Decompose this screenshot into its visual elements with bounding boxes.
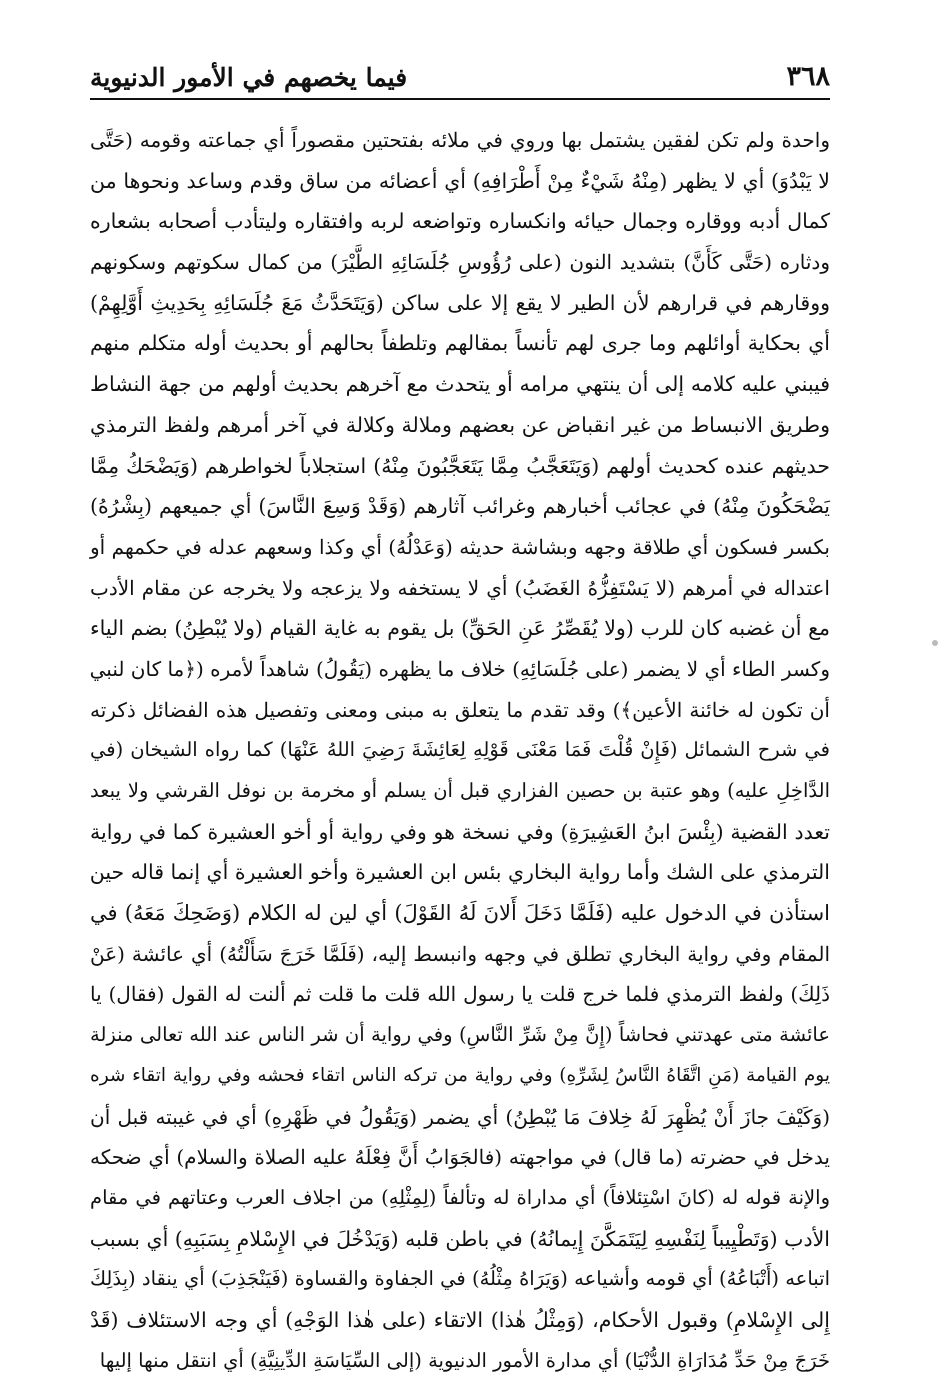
text-line: اتباعه (أَتْبَاعُهُ) أي قومه وأشياعه (وَيَرَاهُ مِثْلُهُ) في الجفاوة والقساوة (فَيَنْجَذِبَ) أي ينقاد (بِذَلِكَ (90, 1267, 830, 1291)
text-line: وطريق الانبساط من غير انقباض عن بعضهم وملالة وكلالة في آخر أمرهم ولفظ الترمذي (90, 412, 830, 437)
text-line: اعتداله في أمرهم (لا يَسْتَفِزُّهُ الغَضَبُ) أي لا يستخفه ولا يزعجه ولا يخرجه عن مقام الأدب (90, 575, 830, 600)
text-line: واحدة ولم تكن لفقين يشتمل بها وروي في ملائه بفتحتين مقصوراً أي جماعته وقومه (حَتَّى (90, 128, 830, 152)
text-line: (وَكَيْفَ جازَ أَنْ يُظْهِرَ لَهُ خِلافَ مَا يُبْطِنُ) أي يضمر (وَيَقُولُ في ظَهْرِهِ) أي في غيبته قبل أن (90, 1104, 830, 1129)
text-line: مع أن غضبه كان للرب (ولا يُقَصِّرُ عَنِ الحَقِّ) بل يقوم به غاية القيام (ولا يُبْطِنُ) بضم الياء (90, 616, 830, 641)
text-line: ووقارهم في قرارهم لأن الطير لا يقع إلا على ساكن (وَيَتَحَدَّثُ مَعَ جُلَسَائِهِ بِحَدِيثِ أَوَّلِهِمْ) (90, 290, 830, 315)
text-line: يدخل في حضرته (ما قال) في مواجهته (فالجَوَابُ أَنَّ فِعْلَهُ عليه الصلاة والسلام) أي ضحكه (90, 1145, 830, 1170)
text-line: وكسر الطاء أي لا يضمر (على جُلَسَائِهِ) خلاف ما يظهره (يَقُولُ) شاهداً لأمره (﴿ما كان لنبي (89, 656, 830, 681)
text-line: ذَلِكَ) ولفظ الترمذي فلما خرج قلت يا رسول الله قلت ما قلت ثم ألنت له القول (فقال) يا (90, 982, 830, 1007)
text-line: يوم القيامة (مَنِ اتَّقَاهُ النَّاسُ لِشَرِّهِ) وفي رواية من تركه الناس اتقاء فحشه وفي رواية اتقاء شره (90, 1064, 830, 1086)
text-line: يَضْحَكُونَ مِنْهُ) في عجائب أخبارهم وغرائب آثارهم (وَقَدْ وَسِعَ النَّاسَ) أي جميعهم (بِشْرُهُ) (90, 494, 830, 519)
text-line: والإنة قوله له (كانَ اسْتِئلافاً) أي مداراة له وتألفاً (لِمِثْلِهِ) من اجلاف العرب وعتاتهم في مقام (90, 1185, 830, 1209)
margin-mark (932, 640, 938, 646)
text-line: لا يَبْدُوَ) أي لا يظهر (مِنْهُ شَيْءٌ مِنْ أَطْرَافِهِ) أي أعضائه من ساق وقدم وساعد ونحوها من (90, 168, 830, 193)
text-line: أي بحكاية أوائلهم وما جرى لهم تأنساً بمقالهم وتلطفاً بحالهم أو بحديث أوله متكلم منهم (90, 331, 830, 356)
running-title: فيما يخصهم في الأمور الدنيوية (90, 63, 408, 92)
text-line: أن تكون له خائنة الأعين﴾) وقد تقدم ما يتعلق به مبنى ومعنى وتفصيل هذه الفضائل ذكرته (90, 697, 830, 722)
body-text (89, 120, 831, 1372)
text-line: عائشة متى عهدتني فحاشاً (إِنَّ مِنْ شَرِّ النَّاسِ) وفي رواية أن شر الناس عند الله تعالى منزلة (90, 1023, 830, 1047)
text-line: ودثاره (حَتَّى كَأَنَّ) بتشديد النون (على رُؤُوسِ جُلَسَائِهِ الطَّيْرَ) من كمال سكوتهم وسكونهم (90, 250, 830, 275)
page-number: ٣٦٨ (786, 61, 830, 92)
text-line: إِلى الإِسْلامِ) وقبول الأحكام، (وَمِثْلُ هٰذا) الاتقاء (على هٰذا الوَجْهِ) أي وجه الاستئلاف (قَدْ (90, 1307, 830, 1332)
text-line: المقام وفي رواية البخاري تطلق في وجهه وانبسط إليه، (فَلَمَّا خَرَجَ سَأَلْتُهُ) أي عائشة (عَنْ (90, 941, 830, 966)
page-header (90, 48, 830, 100)
text-line: خَرَجَ مِنْ حَدِّ مُدَارَاةِ الدُّنْيَا) أي مدارة الأمور الدنيوية (إلى السِّيَاسَةِ الدِّينِيَّةِ) أي انتقل منها إليها (99, 1348, 830, 1372)
text-line: الدَّاخِلِ عليه) وهو عتبة بن حصين الفزاري قبل أن يسلم أو مخرمة بن نوفل القرشي ولا يبعد (90, 779, 830, 802)
text-line: تعدد القضية (بِئْسَ ابنُ العَشِيرَةِ) وفي نسخة هو وفي رواية أو أخو العشيرة كما في رواية (90, 819, 830, 844)
text-line: كمال أدبه ووقاره وجمال حيائه وانكساره وتواضعه لربه وافتقاره وليتأدب أصحابه بشعاره (90, 209, 830, 234)
text-line: حديثهم عنده كحديث أولهم (وَيَتَعَجَّبُ مِمَّا يَتَعَجَّبُونَ مِنْهُ) استجلاباً لخواطرهم (وَيَضْحَكُ مِمَّا (90, 453, 830, 478)
text-line: الترمذي على الشك وأما رواية البخاري بئس ابن العشيرة وأخو العشيرة أي إنما قاله حين (89, 860, 830, 885)
text-line: الأدب (وَتَطْيِيباً لِنَفْسِهِ لِيَتَمَكَّنَ إِيمانُهُ) في باطن قلبه (وَيَدْخُلَ في الإِسْلامِ بِسَبَبِهِ) أي بسبب (89, 1226, 830, 1251)
text-line: بكسر فسكون أي طلاقة وجهه وبشاشة حديثه (وَعَدْلُهُ) أي وكذا وسعهم عدله في حكمهم أو (90, 534, 830, 559)
text-line: فيبني عليه كلامه إلى أن ينتهي مرامه أو يتحدث مع آخرهم بحديث أولهم من جهة النشاط (90, 372, 830, 397)
text-line: استأذن في الدخول عليه (فَلَمَّا دَخَلَ أَلانَ لَهُ القَوْلَ) أي لين له الكلام (وَضَحِكَ مَعَهُ) في (90, 901, 830, 926)
text-line: في شرح الشمائل (فَإِنْ قُلْتَ فَمَا مَعْنَى قَوْلِهِ لِعَائِشَةَ رَضِيَ اللهُ عَنْهَا) كما رواه الشيخان (في (90, 738, 831, 762)
